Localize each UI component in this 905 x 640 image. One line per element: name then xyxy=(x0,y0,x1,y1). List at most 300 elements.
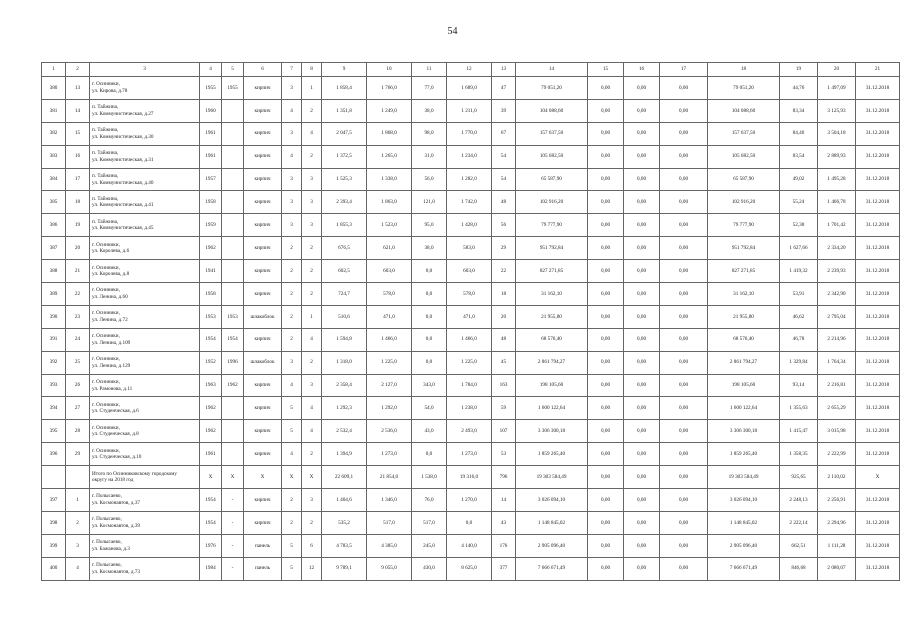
cell-col-16: 0,00 xyxy=(624,443,660,466)
cell-col-12: 1 466,0 xyxy=(447,328,492,351)
cell-col-13: 53 xyxy=(492,443,516,466)
cell-col-5 xyxy=(222,237,244,260)
cell-col-9: 724,7 xyxy=(322,283,367,306)
cell-col-4: 1955 xyxy=(200,77,222,100)
cell-col-9: 2 047,5 xyxy=(322,122,367,145)
cell-col-6: кирпич xyxy=(244,511,282,534)
cell-col-5 xyxy=(222,260,244,283)
table-row xyxy=(42,191,900,214)
cell-col-7: 2 xyxy=(282,283,302,306)
cell-col-11: 0,0 xyxy=(412,260,447,283)
address-line-2: округу на 2018 год xyxy=(92,477,134,484)
cell-col-10: 9 055,0 xyxy=(367,557,412,580)
cell-col-16: 0,00 xyxy=(624,557,660,580)
address-line-2: ул. Коммунистическая, д.31 xyxy=(92,156,154,163)
column-number-6: 6 xyxy=(244,63,282,77)
cell-col-5: - xyxy=(222,557,244,580)
cell-col-11: 517,0 xyxy=(412,511,447,534)
cell-col-6: кирпич xyxy=(244,122,282,145)
cell-col-21: 31.12.2018 xyxy=(856,557,900,580)
cell-col-10: 1 466,0 xyxy=(367,328,412,351)
cell-col-8: 2 xyxy=(302,145,322,168)
cell-col-8: 2 xyxy=(302,260,322,283)
cell-col-14: 105 682,50 xyxy=(516,145,588,168)
cell-col-6: кирпич xyxy=(244,283,282,306)
cell-col-5 xyxy=(222,443,244,466)
cell-col-15: 0,00 xyxy=(588,145,624,168)
cell-col-13: 48 xyxy=(492,191,516,214)
cell-col-1: 390 xyxy=(42,305,66,328)
cell-col-6: кирпич xyxy=(244,260,282,283)
cell-col-13: 39 xyxy=(492,99,516,122)
table-row xyxy=(42,534,900,557)
cell-col-14: 1 148 845,02 xyxy=(516,511,588,534)
cell-col-21: 31.12.2018 xyxy=(856,191,900,214)
table-row xyxy=(42,77,900,100)
cell-col-17: 0,00 xyxy=(660,305,708,328)
column-number-4: 4 xyxy=(200,63,222,77)
address-cell xyxy=(90,397,200,420)
cell-col-2: 21 xyxy=(66,260,90,283)
table-row xyxy=(42,305,900,328)
cell-col-13: 796 xyxy=(492,466,516,489)
cell-col-19: 49,02 xyxy=(780,168,818,191)
cell-col-8: 3 xyxy=(302,168,322,191)
cell-col-2: 4 xyxy=(66,557,90,580)
cell-col-11: 343,0 xyxy=(412,374,447,397)
cell-col-11: 54,0 xyxy=(412,397,447,420)
cell-col-14: 31 162,10 xyxy=(516,283,588,306)
cell-col-21: 31.12.2018 xyxy=(856,534,900,557)
cell-col-8: 2 xyxy=(302,237,322,260)
cell-col-6: кирпич xyxy=(244,443,282,466)
cell-col-2: 24 xyxy=(66,328,90,351)
cell-col-18: 2 861 794,27 xyxy=(708,351,780,374)
cell-col-21: 31.12.2018 xyxy=(856,260,900,283)
cell-col-20: 2 080,07 xyxy=(818,557,856,580)
cell-col-7: X xyxy=(282,466,302,489)
cell-col-12: 8 625,0 xyxy=(447,557,492,580)
cell-col-6: шлакоблок xyxy=(244,305,282,328)
cell-col-9: 1 351,8 xyxy=(322,99,367,122)
cell-col-17: 0,00 xyxy=(660,260,708,283)
address-cell xyxy=(90,374,200,397)
cell-col-4: 1961 xyxy=(200,145,222,168)
cell-col-9: 1 525,3 xyxy=(322,168,367,191)
cell-col-20: 2 239,93 xyxy=(818,260,856,283)
address-line-2: ул. Коммунистическая, д.27 xyxy=(92,110,154,117)
cell-col-19: 46,62 xyxy=(780,305,818,328)
cell-col-10: 578,0 xyxy=(367,283,412,306)
cell-col-12: 1 770,0 xyxy=(447,122,492,145)
address-line-1: п. Тайжина, xyxy=(92,104,119,111)
cell-col-5: X xyxy=(222,466,244,489)
cell-col-19: 925,65 xyxy=(780,466,818,489)
table-row xyxy=(42,122,900,145)
address-line-2: ул. Коммунистическая, д.30 xyxy=(92,133,154,140)
cell-col-9: 9 789,1 xyxy=(322,557,367,580)
cell-col-7: 3 xyxy=(282,191,302,214)
cell-col-7: 2 xyxy=(282,489,302,512)
cell-col-8: 2 xyxy=(302,351,322,374)
cell-col-11: 43,0 xyxy=(412,420,447,443)
cell-col-16: 0,00 xyxy=(624,328,660,351)
cell-col-7: 4 xyxy=(282,443,302,466)
address-cell xyxy=(90,443,200,466)
cell-col-21: 31.12.2018 xyxy=(856,328,900,351)
cell-col-18: 7 666 671,49 xyxy=(708,557,780,580)
cell-col-19: 55,24 xyxy=(780,191,818,214)
address-line-1: г. Осинники, xyxy=(92,424,120,431)
cell-col-18: 21 955,80 xyxy=(708,305,780,328)
cell-col-13: 43 xyxy=(492,511,516,534)
address-cell xyxy=(90,214,200,237)
address-line-2: ул. Ленина, д.60 xyxy=(92,293,128,300)
cell-col-14: 79 051,20 xyxy=(516,77,588,100)
cell-col-2: 14 xyxy=(66,99,90,122)
address-line-2: ул. Коммунистическая, д.40 xyxy=(92,179,154,186)
cell-col-19: 83,54 xyxy=(780,145,818,168)
cell-col-14: 21 955,80 xyxy=(516,305,588,328)
cell-col-21: 31.12.2018 xyxy=(856,99,900,122)
address-cell xyxy=(90,191,200,214)
cell-col-14: 827 271,85 xyxy=(516,260,588,283)
cell-col-17: 0,00 xyxy=(660,237,708,260)
cell-col-11: 0,0 xyxy=(412,351,447,374)
cell-col-6: кирпич xyxy=(244,374,282,397)
cell-col-20: 2 216,81 xyxy=(818,374,856,397)
cell-col-17: 0,00 xyxy=(660,77,708,100)
cell-col-4: 1976 xyxy=(200,534,222,557)
cell-col-15: 0,00 xyxy=(588,511,624,534)
cell-col-19: 846,68 xyxy=(780,557,818,580)
cell-col-21: 31.12.2018 xyxy=(856,77,900,100)
cell-col-15: 0,00 xyxy=(588,557,624,580)
cell-col-4: 1957 xyxy=(200,168,222,191)
column-number-20: 20 xyxy=(818,63,856,77)
cell-col-14: 104 088,60 xyxy=(516,99,588,122)
cell-col-18: 79 051,20 xyxy=(708,77,780,100)
cell-col-11: 98,0 xyxy=(412,122,447,145)
cell-col-2: 15 xyxy=(66,122,90,145)
cell-col-12: 1 238,0 xyxy=(447,397,492,420)
cell-col-6: кирпич xyxy=(244,420,282,443)
table-row xyxy=(42,214,900,237)
cell-col-13: 18 xyxy=(492,283,516,306)
address-cell xyxy=(90,557,200,580)
cell-col-6: кирпич xyxy=(244,214,282,237)
cell-col-1: 384 xyxy=(42,168,66,191)
cell-col-5: 1996 xyxy=(222,351,244,374)
cell-col-10: 21 854,0 xyxy=(367,466,412,489)
cell-col-8: 2 xyxy=(302,99,322,122)
address-line-2: ул. Кирова, д.78 xyxy=(92,87,128,94)
cell-col-21: 31.12.2018 xyxy=(856,214,900,237)
cell-col-5 xyxy=(222,168,244,191)
cell-col-12: 1 273,0 xyxy=(447,443,492,466)
cell-col-21: 31.12.2018 xyxy=(856,168,900,191)
address-line-1: п. Тайжина, xyxy=(92,150,119,157)
cell-col-7: 4 xyxy=(282,374,302,397)
cell-col-4: 1961 xyxy=(200,122,222,145)
cell-col-20: 2 214,96 xyxy=(818,328,856,351)
cell-col-2: 27 xyxy=(66,397,90,420)
cell-col-5: - xyxy=(222,511,244,534)
cell-col-15: 0,00 xyxy=(588,351,624,374)
address-line-2: ул. Ленина, д.129 xyxy=(92,362,131,369)
cell-col-1: 388 xyxy=(42,260,66,283)
table-row xyxy=(42,557,900,580)
cell-col-12: 2 493,0 xyxy=(447,420,492,443)
cell-col-7: 2 xyxy=(282,260,302,283)
cell-col-21: 31.12.2018 xyxy=(856,305,900,328)
cell-col-1: 397 xyxy=(42,489,66,512)
cell-col-17: 0,00 xyxy=(660,214,708,237)
cell-col-20: 2 110,02 xyxy=(818,466,856,489)
cell-col-11: 95,0 xyxy=(412,214,447,237)
cell-col-21: X xyxy=(856,466,900,489)
cell-col-21: 31.12.2018 xyxy=(856,397,900,420)
cell-col-16: 0,00 xyxy=(624,237,660,260)
cell-col-16: 0,00 xyxy=(624,534,660,557)
total-row xyxy=(42,466,900,489)
cell-col-14: 3 306 300,18 xyxy=(516,420,588,443)
cell-col-8: 2 xyxy=(302,283,322,306)
cell-col-2: 23 xyxy=(66,305,90,328)
cell-col-11: 76,0 xyxy=(412,489,447,512)
cell-col-6: X xyxy=(244,466,282,489)
column-number-2: 2 xyxy=(66,63,90,77)
cell-col-2: 13 xyxy=(66,77,90,100)
address-line-2: ул. Королева, д.8 xyxy=(92,271,130,278)
cell-col-7: 4 xyxy=(282,99,302,122)
address-cell xyxy=(90,489,200,512)
cell-col-5: 1955 xyxy=(222,77,244,100)
cell-col-4: 1953 xyxy=(200,305,222,328)
cell-col-20: 3 125,93 xyxy=(818,99,856,122)
address-cell xyxy=(90,351,200,374)
cell-col-8: 1 xyxy=(302,77,322,100)
cell-col-18: 102 916,20 xyxy=(708,191,780,214)
address-cell xyxy=(90,328,200,351)
cell-col-17: 0,00 xyxy=(660,397,708,420)
cell-col-18: 2 905 096,40 xyxy=(708,534,780,557)
cell-col-14: 157 637,50 xyxy=(516,122,588,145)
address-line-1: г. Осинники, xyxy=(92,287,120,294)
cell-col-8: 2 xyxy=(302,443,322,466)
cell-col-12: 4 140,0 xyxy=(447,534,492,557)
cell-col-16: 0,00 xyxy=(624,351,660,374)
cell-col-15: 0,00 xyxy=(588,214,624,237)
cell-col-16: 0,00 xyxy=(624,374,660,397)
table-row xyxy=(42,283,900,306)
cell-col-15: 0,00 xyxy=(588,420,624,443)
cell-col-11: 77,0 xyxy=(412,77,447,100)
cell-col-4: 1959 xyxy=(200,214,222,237)
cell-col-8: X xyxy=(302,466,322,489)
cell-col-21: 31.12.2018 xyxy=(856,237,900,260)
cell-col-13: 176 xyxy=(492,534,516,557)
cell-col-11: 38,0 xyxy=(412,237,447,260)
cell-col-17: 0,00 xyxy=(660,534,708,557)
address-line-2: ул. Ленина, д.72 xyxy=(92,316,128,323)
cell-col-12: 583,0 xyxy=(447,237,492,260)
column-number-row xyxy=(42,63,900,77)
cell-col-16: 0,00 xyxy=(624,420,660,443)
cell-col-16: 0,00 xyxy=(624,511,660,534)
cell-col-10: 621,0 xyxy=(367,237,412,260)
cell-col-15: 0,00 xyxy=(588,237,624,260)
cell-col-8: 3 xyxy=(302,214,322,237)
cell-col-9: 1 404,6 xyxy=(322,489,367,512)
cell-col-6: кирпич xyxy=(244,237,282,260)
cell-col-16: 0,00 xyxy=(624,122,660,145)
cell-col-15: 0,00 xyxy=(588,489,624,512)
cell-col-13: 20 xyxy=(492,305,516,328)
column-number-8: 8 xyxy=(302,63,322,77)
cell-col-9: 22 609,1 xyxy=(322,466,367,489)
cell-col-4: 1961 xyxy=(200,443,222,466)
cell-col-17: 0,00 xyxy=(660,374,708,397)
cell-col-9: 1 318,0 xyxy=(322,351,367,374)
cell-col-6: кирпич xyxy=(244,99,282,122)
cell-col-17: 0,00 xyxy=(660,466,708,489)
cell-col-8: 2 xyxy=(302,511,322,534)
cell-col-8: 12 xyxy=(302,557,322,580)
address-line-1: Итого по Осинниковскому городскому xyxy=(92,470,177,477)
cell-col-1: 400 xyxy=(42,557,66,580)
cell-col-20: 1 497,09 xyxy=(818,77,856,100)
address-cell xyxy=(90,534,200,557)
cell-col-10: 1 265,0 xyxy=(367,145,412,168)
cell-col-4: 1962 xyxy=(200,237,222,260)
column-number-19: 19 xyxy=(780,63,818,77)
address-cell xyxy=(90,305,200,328)
cell-col-6: панель xyxy=(244,557,282,580)
cell-col-21: 31.12.2018 xyxy=(856,511,900,534)
cell-col-6: кирпич xyxy=(244,77,282,100)
cell-col-7: 5 xyxy=(282,420,302,443)
cell-col-18: 951 792,84 xyxy=(708,237,780,260)
cell-col-15: 0,00 xyxy=(588,443,624,466)
cell-col-20: 2 655,29 xyxy=(818,397,856,420)
cell-col-5: - xyxy=(222,534,244,557)
column-number-16: 16 xyxy=(624,63,660,77)
cell-col-17: 0,00 xyxy=(660,557,708,580)
table-row xyxy=(42,489,900,512)
cell-col-20: 2 334,20 xyxy=(818,237,856,260)
cell-col-8: 4 xyxy=(302,397,322,420)
cell-col-20: 2 889,93 xyxy=(818,145,856,168)
cell-col-12: 19 316,0 xyxy=(447,466,492,489)
cell-col-4: 1952 xyxy=(200,351,222,374)
cell-col-16: 0,00 xyxy=(624,214,660,237)
cell-col-14: 2 905 096,40 xyxy=(516,534,588,557)
cell-col-11: 245,0 xyxy=(412,534,447,557)
cell-col-19: 1 329,84 xyxy=(780,351,818,374)
cell-col-18: 104 088,60 xyxy=(708,99,780,122)
cell-col-1: 392 xyxy=(42,351,66,374)
cell-col-13: 47 xyxy=(492,77,516,100)
cell-col-15: 0,00 xyxy=(588,283,624,306)
cell-col-7: 5 xyxy=(282,557,302,580)
cell-col-16: 0,00 xyxy=(624,260,660,283)
cell-col-15: 0,00 xyxy=(588,99,624,122)
address-line-1: г. Осинники, xyxy=(92,241,120,248)
address-cell xyxy=(90,466,200,489)
address-line-2: ул. Космонавтов, д.37 xyxy=(92,499,141,506)
cell-col-12: 1 282,0 xyxy=(447,168,492,191)
cell-col-18: 1 859 265,40 xyxy=(708,443,780,466)
cell-col-7: 3 xyxy=(282,77,302,100)
cell-col-5 xyxy=(222,214,244,237)
cell-col-19: 1 627,66 xyxy=(780,237,818,260)
address-line-1: г. Осинники, xyxy=(92,447,120,454)
cell-col-2: 18 xyxy=(66,191,90,214)
cell-col-10: 1 863,0 xyxy=(367,191,412,214)
address-line-1: г. Полысаево, xyxy=(92,516,122,523)
cell-col-9: 2 532,4 xyxy=(322,420,367,443)
cell-col-9: 1 372,5 xyxy=(322,145,367,168)
table-row xyxy=(42,168,900,191)
cell-col-20: 3 504,18 xyxy=(818,122,856,145)
address-line-1: п. Тайжина, xyxy=(92,127,119,134)
cell-col-10: 1 273,0 xyxy=(367,443,412,466)
cell-col-11: 121,0 xyxy=(412,191,447,214)
cell-col-16: 0,00 xyxy=(624,305,660,328)
cell-col-19: 53,91 xyxy=(780,283,818,306)
cell-col-21: 31.12.2018 xyxy=(856,374,900,397)
cell-col-6: кирпич xyxy=(244,191,282,214)
cell-col-5: - xyxy=(222,489,244,512)
cell-col-10: 1 523,0 xyxy=(367,214,412,237)
cell-col-9: 1 858,4 xyxy=(322,77,367,100)
cell-col-4: 1963 xyxy=(200,374,222,397)
cell-col-15: 0,00 xyxy=(588,168,624,191)
cell-col-20: 1 495,28 xyxy=(818,168,856,191)
address-line-2: ул. Космонавтов, д.73 xyxy=(92,568,141,575)
cell-col-4: 1962 xyxy=(200,397,222,420)
cell-col-13: 14 xyxy=(492,489,516,512)
cell-col-5 xyxy=(222,397,244,420)
cell-col-21: 31.12.2018 xyxy=(856,443,900,466)
cell-col-2: 22 xyxy=(66,283,90,306)
cell-col-21: 31.12.2018 xyxy=(856,283,900,306)
cell-col-5 xyxy=(222,99,244,122)
cell-col-18: 19 303 584,49 xyxy=(708,466,780,489)
address-cell xyxy=(90,99,200,122)
cell-col-20: 2 294,96 xyxy=(818,511,856,534)
address-line-1: п. Тайжина, xyxy=(92,218,119,225)
cell-col-5 xyxy=(222,191,244,214)
cell-col-15: 0,00 xyxy=(588,305,624,328)
table-row xyxy=(42,237,900,260)
address-cell xyxy=(90,122,200,145)
address-line-2: ул. Королева, д.6 xyxy=(92,248,130,255)
cell-col-20: 1 701,42 xyxy=(818,214,856,237)
column-number-10: 10 xyxy=(367,63,412,77)
cell-col-12: 0,0 xyxy=(447,511,492,534)
address-line-1: г. Полысаево, xyxy=(92,539,122,546)
cell-col-10: 4 385,0 xyxy=(367,534,412,557)
cell-col-5: 1953 xyxy=(222,305,244,328)
cell-col-2: 17 xyxy=(66,168,90,191)
cell-col-19: 83,34 xyxy=(780,99,818,122)
cell-col-18: 79 777,90 xyxy=(708,214,780,237)
cell-col-2: 16 xyxy=(66,145,90,168)
cell-col-15: 0,00 xyxy=(588,328,624,351)
table-row xyxy=(42,99,900,122)
